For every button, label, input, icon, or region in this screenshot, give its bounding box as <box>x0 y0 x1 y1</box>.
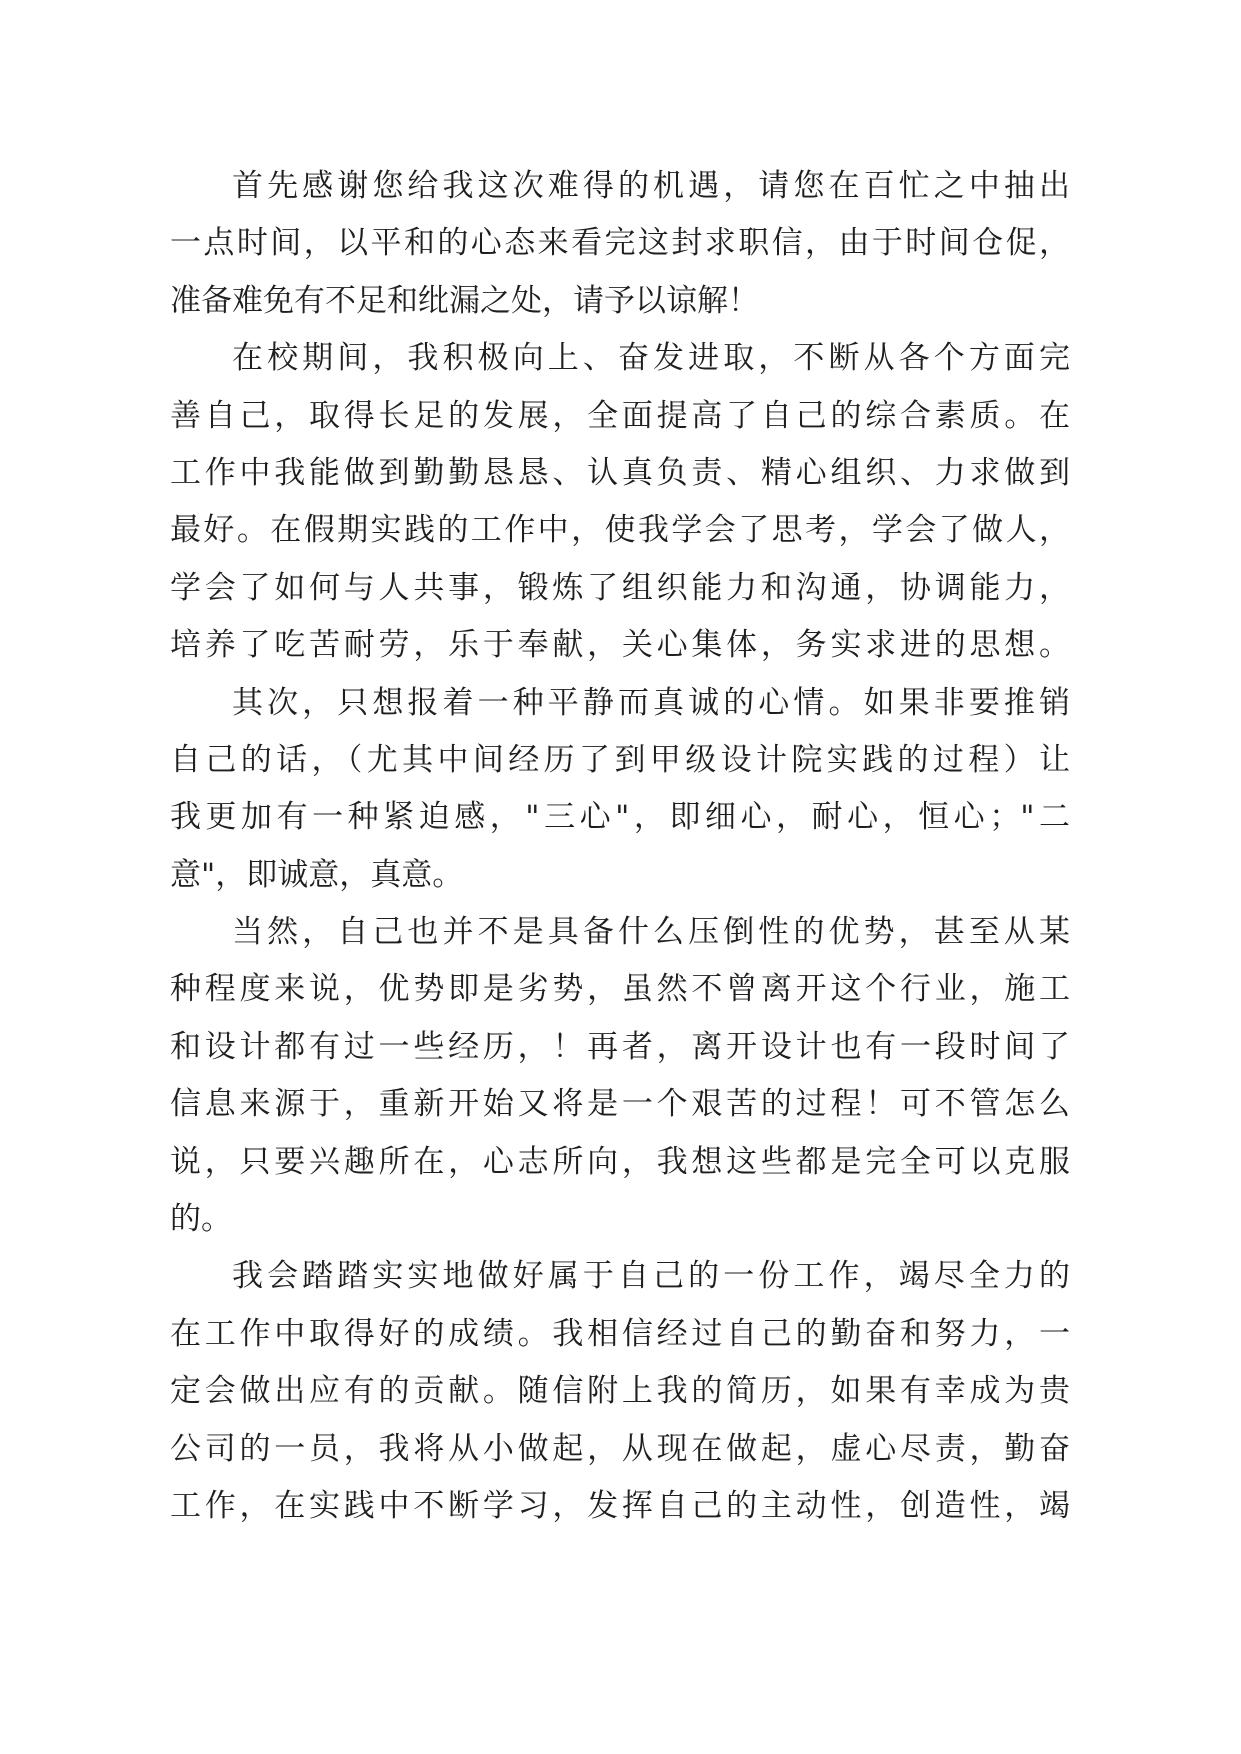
text-line: 我会踏踏实实地做好属于自己的一份工作，竭尽全力的 <box>232 1258 1070 1295</box>
text-line: 培养了吃苦耐劳，乐于奉献，关心集体，务实求进的思想。 <box>170 627 1070 664</box>
text-line: 学会了如何与人共事，锻炼了组织能力和沟通，协调能力， <box>170 569 1070 606</box>
text-line: 一点时间，以平和的心态来看完这封求职信，由于时间仓促， <box>170 225 1070 262</box>
paragraph-sincerity <box>170 675 1070 905</box>
text-line: 首先感谢您给我这次难得的机遇，请您在百忙之中抽出 <box>232 168 1070 204</box>
text-line: 定会做出应有的贡献。随信附上我的简历，如果有幸成为贵 <box>170 1373 1070 1410</box>
text-line: 意"，即诚意，真意。 <box>170 856 464 893</box>
paragraph-gratitude <box>170 158 1070 330</box>
text-line: 的。 <box>170 1201 232 1238</box>
text-line: 其次，只想报着一种平静而真诚的心情。如果非要推销 <box>232 684 1070 721</box>
paragraph-experience <box>170 904 1070 1248</box>
text-line: 公司的一员，我将从小做起，从现在做起，虚心尽责，勤奋 <box>170 1430 1070 1467</box>
text-line: 种程度来说，优势即是劣势，虽然不曾离开这个行业，施工 <box>170 971 1070 1008</box>
body-text <box>170 158 1070 1535</box>
text-line: 当然，自己也并不是具备什么压倒性的优势，甚至从某 <box>232 914 1070 951</box>
text-line: 在校期间，我积极向上、奋发进取，不断从各个方面完 <box>232 340 1070 377</box>
text-line: 工作中我能做到勤勤恳恳、认真负责、精心组织、力求做到 <box>170 454 1070 491</box>
text-line: 善自己，取得长足的发展，全面提高了自己的综合素质。在 <box>170 397 1070 434</box>
text-line: 准备难免有不足和纰漏之处，请予以谅解！ <box>170 282 759 319</box>
paragraph-school <box>170 330 1070 674</box>
text-line: 我更加有一种紧迫感，"三心"，即细心，耐心，恒心；"二 <box>170 799 1070 836</box>
text-line: 最好。在假期实践的工作中，使我学会了思考，学会了做人， <box>170 512 1070 549</box>
text-line: 信息来源于，重新开始又将是一个艰苦的过程！可不管怎么 <box>170 1086 1070 1123</box>
text-line: 自己的话，（尤其中间经历了到甲级设计院实践的过程）让 <box>170 741 1070 778</box>
text-line: 工作，在实践中不断学习，发挥自己的主动性，创造性，竭 <box>170 1487 1070 1524</box>
text-line: 在工作中取得好的成绩。我相信经过自己的勤奋和努力，一 <box>170 1315 1070 1352</box>
paragraph-commitment <box>170 1248 1070 1535</box>
text-line: 和设计都有过一些经历，！再者，离开设计也有一段时间了 <box>170 1028 1070 1065</box>
text-line: 说，只要兴趣所在，心志所向，我想这些都是完全可以克服 <box>170 1143 1070 1180</box>
